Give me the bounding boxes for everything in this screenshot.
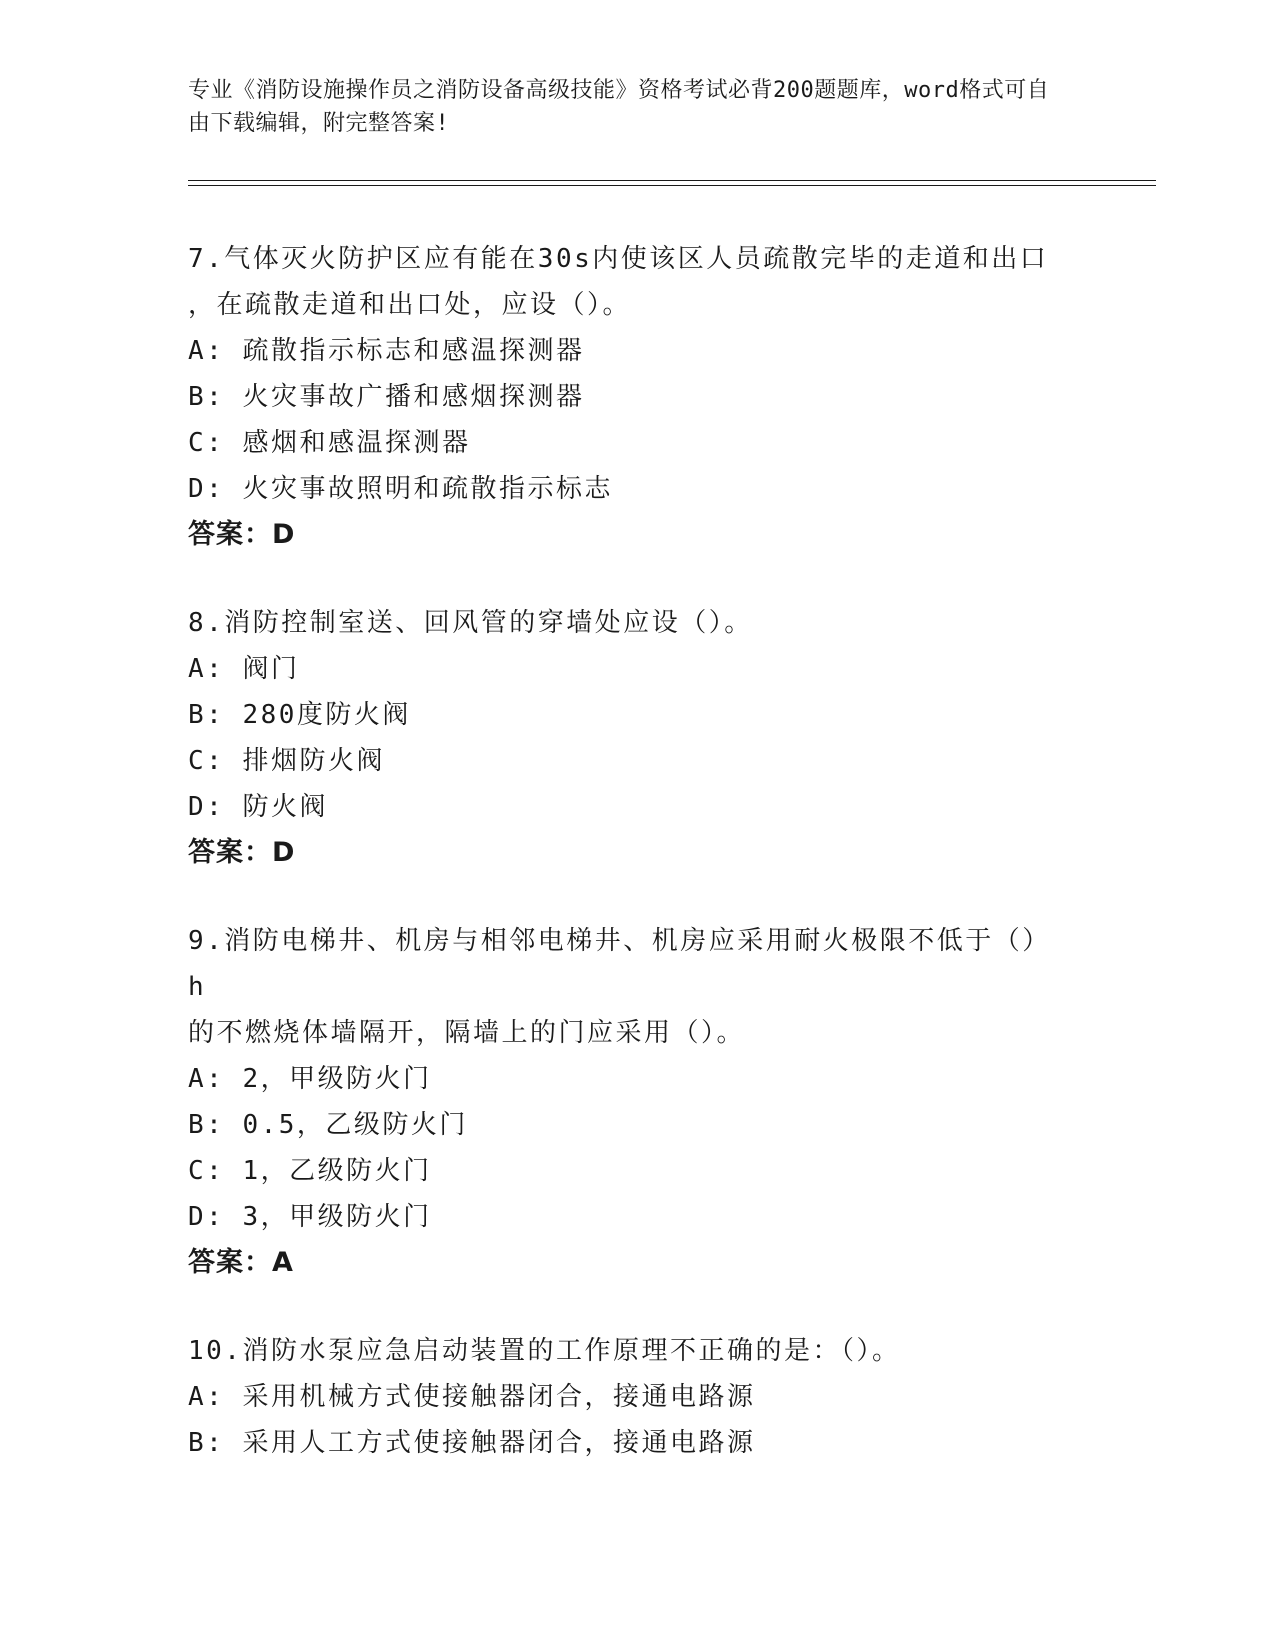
question-9 <box>188 918 1088 1286</box>
option-c: C: 感烟和感温探测器 <box>188 428 471 458</box>
option-a: A: 2，甲级防火门 <box>188 1064 432 1094</box>
option-d: D: 3，甲级防火门 <box>188 1202 432 1232</box>
option-a: A: 阀门 <box>188 654 300 684</box>
option-b: B: 280度防火阀 <box>188 700 411 730</box>
option-c: C: 1，乙级防火门 <box>188 1156 432 1186</box>
document-header: 专业《消防设施操作员之消防设备高级技能》资格考试必背200题题库，word格式可自由下载编辑，附完整答案! <box>188 78 1050 136</box>
header-rule-bottom <box>188 185 1156 186</box>
question-text-line: ，在疏散走道和出口处，应设（）。 <box>188 290 632 320</box>
header-rule-top <box>188 180 1156 181</box>
answer: 答案：D <box>188 519 296 550</box>
answer: 答案：A <box>188 1247 294 1278</box>
question-7 <box>188 236 1088 558</box>
option-c: C: 排烟防火阀 <box>188 746 385 776</box>
question-text-line: 8.消防控制室送、回风管的穿墙处应设（）。 <box>188 608 753 638</box>
question-10 <box>188 1328 1088 1466</box>
question-text-line: 的不燃烧体墙隔开，隔墙上的门应采用（）。 <box>188 1018 746 1048</box>
option-b: B: 采用人工方式使接触器闭合，接通电路源 <box>188 1428 756 1458</box>
option-a: A: 采用机械方式使接触器闭合，接通电路源 <box>188 1382 756 1412</box>
option-a: A: 疏散指示标志和感温探测器 <box>188 336 585 366</box>
question-text-line: 10.消防水泵应急启动装置的工作原理不正确的是：（）。 <box>188 1336 901 1366</box>
question-8 <box>188 600 1088 876</box>
answer: 答案：D <box>188 837 296 868</box>
question-list <box>188 236 1088 1508</box>
question-text-line: 9.消防电梯井、机房与相邻电梯井、机房应采用耐火极限不低于（）h <box>188 926 1051 1002</box>
question-text-line: 7.气体灭火防护区应有能在30s内使该区人员疏散完毕的走道和出口 <box>188 244 1049 274</box>
option-b: B: 0.5，乙级防火门 <box>188 1110 468 1140</box>
option-d: D: 防火阀 <box>188 792 328 822</box>
option-d: D: 火灾事故照明和疏散指示标志 <box>188 474 613 504</box>
option-b: B: 火灾事故广播和感烟探测器 <box>188 382 585 412</box>
